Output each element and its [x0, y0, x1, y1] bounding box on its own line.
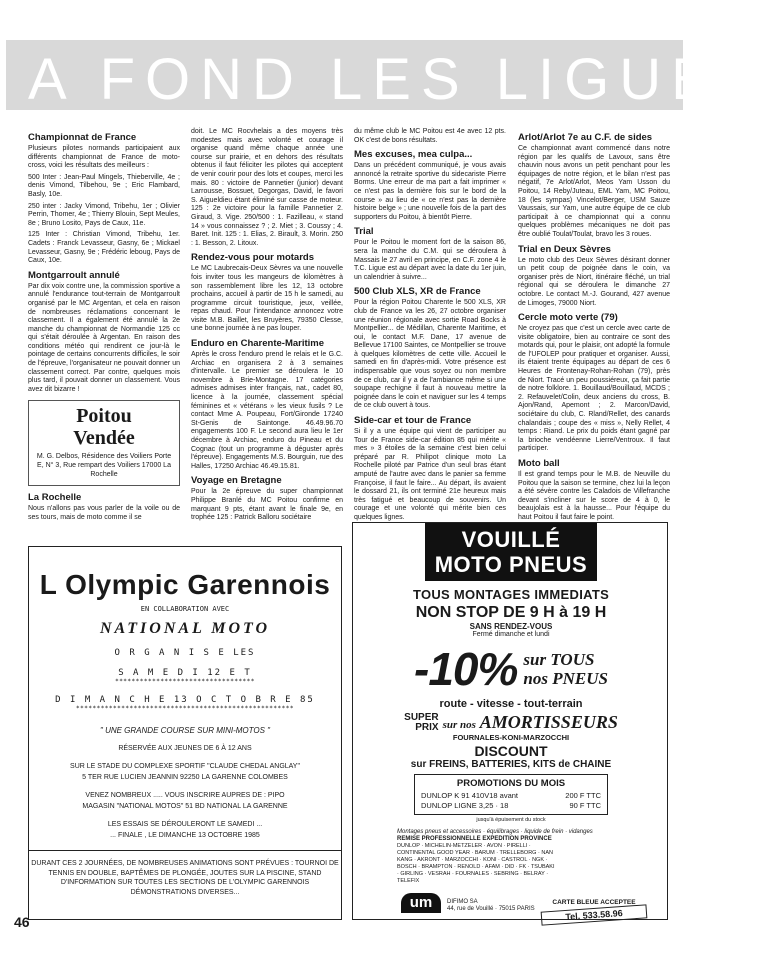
- carte-bleue-box: [541, 899, 647, 922]
- ad-line: CARTE BLEUE ACCEPTEE: [552, 899, 636, 906]
- ad-stars: **********************************: [115, 678, 255, 685]
- logo-line: VOUILLÉ: [461, 527, 561, 552]
- paragraph: Si il y a une équipe qui vient de participer au Tour de France side-car édition 85 qui mérite « mes » 3 étoiles de la semaine c'est bien celui préparé par R. Philipot clinique moto La Rochelle piloté par Patrice d'un seul bras étant amputé de l'autre avec dans le panier sa femme Françoise, il faut le faire... Au départ, ils avaient le dossard 21, ils ont terminé 21e heureux mais très fatigué et beaucoup de souvenirs. Un courage et une volonté qui mérite bien ces quelques lignes.: [354, 428, 506, 521]
- ad-line: Fermé dimanche et lundi: [472, 631, 550, 638]
- promo-row: [421, 791, 601, 801]
- paragraph: Pour le Poitou le moment fort de la saison 86, sera la manche du C.M. qui se déroulera à Massais le 27 avril en principe, en C.F. zone 4 le T.C. Ligue est au départ avec la date du 1er juin, un calendrier à suivre...: [354, 239, 506, 281]
- paragraph: Dans un précédent communiqué, je vous avais annoncé la retraite sportive du sidecariste Pierre Borms. Une erreur de ma part a fait imprimer « ce n'est pas la dernière fois sur le bord de la course » au lieu de « ce n'est pas la dernière histoire belge » ; une nouvelle fois de la part des supporters du Poitou, à bientôt Pierre.: [354, 162, 506, 221]
- ad-line: 44, rue de Vouillé · 75015 PARIS: [447, 906, 535, 912]
- ad-line: VENEZ NOMBREUX ..... VOUS INSCRIRE AUPRES DE : PIPO: [85, 792, 285, 799]
- discount-percent: -10%: [414, 643, 518, 695]
- column-3: [354, 128, 506, 548]
- ad-line: SUPER: [404, 711, 439, 723]
- article-columns: [28, 128, 668, 548]
- discount-line: [353, 642, 669, 696]
- column-4: [518, 128, 670, 548]
- box-address: M. G. Delbos, Résidence des Voiliers Porte E, N° 3, Rue rempart des Voiliers 17000 La Rochelle: [36, 453, 172, 478]
- ad-line: 5 TER RUE LUCIEN JEANNIN 92250 LA GARENNE COLOMBES: [82, 774, 288, 781]
- paragraph: Il est grand temps pour le M.B. de Neuville du Poitou que la saison se termine, chez lui la leçon a été sévère contre les Caladois de Villefranche devant s'incliner sur le score de 4 à 0, le beaujolais est à la hausse... Pour l'équipe du haut Poitou il faut faire le point.: [518, 471, 670, 521]
- heading-trial: Trial: [354, 226, 374, 238]
- paragraph: Par dix voix contre une, la commission sportive a annulé l'endurance tout-terrain de Montgarroult organisé par le MC Argentan, et cela en raison de nombreuses réclamations concernant le classement. Il a également été annulé la 2e manche du championnat de Normandie 125 cc qui s'était déroulée à Argentan. En raison des conditions météo qui rendirent ce jour-là le pointage de certains concurrents difficiles, le soir de l'épreuve, l'organisateur ne pouvait donner un classement correct. Par contre, quelques mois plus tard, il pouvait donner un classement. Vous avez dit bizarre !: [28, 282, 180, 393]
- paragraph: Le MC Laubrecais-Deux Sèvres va une nouvelle fois inviter tous les mangeurs de kilomètres à son rassemblement libre les 12, 13 octobre prochains, accueil à partir de 15 h le samedi, au programme circuit touristique, jeux, veillée, repas chaud. Pour l'intendance annoncez votre visite M.B. Baillet, les Bruyères, 79350 Clesse, une bonne journée à ne pas louper.: [191, 265, 343, 333]
- ad-club-name: L Olympic Garennois: [39, 569, 331, 600]
- heading-500-club: 500 Club XLS, XR de France: [354, 286, 481, 298]
- ad-line: SUR LE STADE DU COMPLEXE SPORTIF "CLAUDE CHEDAL ANGLAY": [70, 763, 300, 770]
- paragraph: Après le cross l'enduro prend le relais et le G.C. Archiac en organisera 2 à 3 semaines d'intervalle. Le premier se déroulera le 10 novembre à Brie-Montagne. 17 catégories admises admises inter français, nat., cadet 80, licence à la journée, classement spécial féminines et « vétérans » les vieux fusils ? Le contact Mme A. Poupeau, Fort/Gironde 17240 St-Genis de Saintonge. 46.49.96.70 engagements 100 F. Le second aura lieu le 1er décembre à Archiac, enduro du Pineau et du Cognac (tout un programme à déguster après l'épreuve). Engagements M.S. Bourguin, rue des Halles, 17250 Archiac 46.49.15.81.: [191, 351, 343, 470]
- promo-item: DUNLOP LIGNE 3,25 · 18: [421, 801, 509, 810]
- paragraph: Le moto club des Deux Sèvres désirant donner un petit coup de poignée dans le coin, va organiser près de Niort, itinéraire fléché, un trial régional qui se déroulera le dimanche 27 octobre. Le contact M.-J. Gourand, 427 avenue de Limoges, 79000 Niort.: [518, 256, 670, 307]
- promo-item: DUNLOP K 91 410V18 avant: [421, 791, 519, 800]
- promotions-box: [414, 774, 608, 815]
- heading-excuses: Mes excuses, mea culpa...: [354, 149, 473, 161]
- ad-line: D I M A N C H E 13 O C T O B R E 85: [55, 695, 315, 705]
- promo-price: 90 F TTC: [569, 801, 601, 810]
- heading-voyage: Voyage en Bretagne: [191, 475, 282, 487]
- super-prix: [404, 713, 438, 733]
- promo-price: 200 F TTC: [565, 791, 601, 800]
- amortisseurs: [443, 712, 618, 733]
- ad-line: Montages pneus et accessoires · équilibrages · liquide de frein · vidanges: [397, 829, 593, 835]
- ad-line: DISCOUNT: [474, 743, 548, 759]
- ad-line: ... FINALE , LE DIMANCHE 13 OCTOBRE 1985: [110, 832, 260, 839]
- ad-line: O R G A N I S E LES: [114, 648, 256, 658]
- paragraph: Plusieurs pilotes normands participaient aux différents championnat de France de moto-cross, voici les résultats des meilleurs :: [28, 145, 180, 170]
- ad-line: DIFIMO SA: [447, 899, 478, 905]
- ad-line: AMORTISSEURS: [479, 712, 618, 732]
- paragraph: du même club le MC Poitou est 4e avec 12 pts. OK c'est de bons résultats.: [354, 128, 506, 144]
- paragraph: Nous n'allons pas vous parler de la voile ou de ses tours, mais de moto comme il se: [28, 505, 180, 522]
- ad-line: nos PNEUS: [523, 669, 608, 688]
- heading-moto-ball: Moto ball: [518, 458, 560, 469]
- difimo-block: [401, 893, 535, 913]
- heading-montgarroult: Montgarroult annulé: [28, 269, 120, 281]
- logo-line: MOTO PNEUS: [434, 552, 588, 577]
- section-banner: [6, 40, 769, 112]
- ad-line: sur TOUS: [523, 650, 595, 669]
- paragraph: doit. Le MC Rocvhelais a des moyens très modestes mais avec volonté et courage il organise quand même chaque année une course sur prairie, et en dehors des résultats obtenus il faut féliciter les pilotes qui acceptent de venir courir pour des lots et coupes, merci les mais. 80 : victoire de Pannetier (junior) devant Larrousse, Bossuet, Degorgas, David, le favori S. Aigueldieu étant éliminé sur casse de moteur. 125 : 2e victoire pour la famille Pannetier 2. Giraud, 3. Vige. 250/500 : 1. Fazilleau, « stand 14 » vous connaissez ? ; 2. Miet ; 3. Coussy ; 4. Baret. Init. 125 : 1. Elias, 2. Birault, 3. Morin. 250 : 1. Besson, 2. Litoux.: [191, 128, 343, 247]
- paragraph: Pour la 2e épreuve du super championnat Philippe Branlé du MC Poitou confirme en marquant 9 pts, étant avant le finale 9e, en trophée 125 : Patrick Balloru sociétaire: [191, 488, 343, 522]
- promo-title: PROMOTIONS DU MOIS: [456, 778, 566, 789]
- paragraph: 250 inter : Jacky Vimond, Tribehu, 1er ; Olivier Perrin, Thomer, 4e ; Thierry Blouin, Sept Meules, 8e ; Bruno Losito, Pays de Caux, 11e.: [28, 202, 180, 227]
- ad-line: NON STOP DE 9 H à 19 H: [415, 604, 607, 621]
- ad-animations: DURANT CES 2 JOURNÉES, DE NOMBREUSES ANIMATIONS SONT PRÉVUES : TOURNOI DE TENNIS EN DOUBLE, BAPTÊMES DE PLONGÉE, JOUTES SUR LA PISCINE, STAND D'INFORMATION SUR TOUTES LES SECTIONS DE L'OLYMPIC GARENNOIS DÉMONSTRATIONS DIVERSES...: [29, 850, 341, 897]
- page-number: 46: [14, 914, 30, 930]
- brands-list: DUNLOP · MICHELIN·METZELER · AVON · PIRELLI · CONTINENTAL GOOD YEAR · BARUM · TRELLEBORG · NAN KANG · AKRONT · MARZOCCHI · KONI · CASTROL · NGK · BOSCH · BRAMPTON · RENOLD · AFAM · DID · FK · TSUBAKI · GIRLING · VESRAH · FOURNALES · SEBRING · BELRAY · TELEFIX: [397, 843, 555, 884]
- ad-stars: *****************************************************: [76, 705, 294, 712]
- paragraph: 500 Inter : Jean-Paul Mingels, Thieberville, 4e ; denis Vimond, Tilbehou, 9e ; Eric Flambard, Basly, 10e.: [28, 173, 180, 198]
- ad-line: EN COLLABORATION AVEC: [140, 605, 230, 613]
- phone-number: Tel. 533.58.96: [541, 904, 648, 925]
- box-title: Poitou: [76, 405, 132, 428]
- ad-line: TOUS MONTAGES IMMEDIATS: [412, 587, 610, 602]
- ad-line: LES ESSAIS SE DÉROULERONT LE SAMEDI ...: [107, 821, 263, 828]
- super-prix-line: [353, 712, 669, 733]
- heading-trial-deux-sevres: Trial en Deux Sèvres: [518, 243, 611, 255]
- ad-line: jusqu'à épuisement du stock: [476, 817, 546, 823]
- ad-line: sur FREINS, BATTERIES, KITS de CHAINE: [410, 759, 612, 770]
- poitou-vendee-box: [28, 400, 180, 486]
- national-moto-logo: NATIONAL MOTO: [99, 620, 271, 637]
- paragraph: Ce championnat avant commencé dans notre région par les qualifs de Lavoux, sans être chauvin nous avons un petit penchant pour les équipages de notre région, et le bilan n'est pas négatif, 7e Arlot/Arlot, Meos Yam Usson du Poitou, 14 Reby/Juteau, EML Yam, MC Poitou, 18 (les sympas) Vincelot/Berger, USM Sauze Vaussais, sur Yam, une autre équipe de ce club participait à ce championnat qui a connu quelques problèmes mécaniques ne doit pas être oublié Toulat/Toulat, bravo les 3 roues.: [518, 145, 670, 238]
- difimo-address: [447, 899, 535, 913]
- paragraph: Pour la région Poitou Charente le 500 XLS, XR club de France va les 26, 27 octobre organiser une réunion régionale avec sortie Road Bocks à Montpellier... de Médillan, Charente Maritime, et oui, le contact M.F. Dane, 17 avenue de Bellevue 17100 Saintes, ce Montpellier se trouve à quelques kilomètres de cette ville. Accueil le samedi en fin d'après-midi. Votre présence est indispensable que vous soyez ou non membre de ce club, car il y a de l'ambiance même si une soupape rechigne il faut à nouveau mettre la poignée dans le coin et naviguer sur les 4 temps de ce club ouvert à tous.: [354, 299, 506, 410]
- heading-arlot: Arlot/Arlot 7e au C.F. de sides: [518, 132, 653, 143]
- heading-enduro: Enduro en Charente-Maritime: [191, 338, 325, 350]
- vouille-moto-pneus-ad: [352, 522, 668, 920]
- olympic-garennois-ad: [28, 546, 342, 920]
- ad-line: SANS RENDEZ-VOUS: [469, 622, 553, 631]
- column-2: [191, 128, 343, 548]
- box-title: Vendée: [73, 427, 135, 450]
- discount-target: [523, 650, 608, 688]
- ad-quote: " UNE GRANDE COURSE SUR MINI-MOTOS ": [100, 726, 270, 735]
- ad-body: [353, 587, 669, 885]
- ad-line: MAGASIN "NATIONAL MOTOS" 51 BD NATIONAL LA GARENNE: [82, 803, 288, 810]
- promo-row: [421, 801, 601, 811]
- vouille-logo: [425, 523, 597, 581]
- ad-line: S A M E D I 12 E T: [118, 668, 252, 678]
- ad-line: RÉSERVÉE AUX JEUNES DE 6 À 12 ANS: [118, 745, 252, 752]
- um-logo: um: [401, 893, 441, 913]
- ad-line: sur nos: [442, 719, 476, 731]
- brands-block: [353, 829, 669, 885]
- ad-line: route - vitesse - tout-terrain: [439, 698, 583, 710]
- ad-line: PRIX: [415, 721, 439, 733]
- paragraph: Ne croyez pas que c'est un cercle avec carte de visite obligatoire, bien au contraire ce sont des motards qui, pour le plaisir, ont adopté la formule de l'UFOLEP pour pratiquer et organiser. Aussi, ils étaient trente équipages au départ de ces 6 Heures de Frontenay-Rohan-Rohan (79), près de Niort. Tracé un peu poussiéreux, ça fait partie de notre folklore. 1. Bouillaud/Bouillaud, MCDS ; 2. Refauvelet/Colin, deux anciens du cross, B. Ajon/Rand, Apemont ; 2. Marcon/David, sociétaire du club, C. Rland/Rellet, des canards chalandais ; coupe des « miss », Nelly Rellet, 4 temps : Riand. Le prix du poids étant gagné par la brioche vendéenne Lierre/Ventroux. Il faut participer.: [518, 325, 670, 453]
- paragraph: 125 Inter : Christian Vimond, Tribehu, 1er. Cadets : Franck Levasseur, Gasny, 6e ; Mickael Levasseur, Gasny, 9e ; Frédéric leboug, Pays de Caux, 10e.: [28, 231, 180, 265]
- ad-line: FOURNALES-KONI-MARZOCCHI: [452, 733, 570, 742]
- heading-la-rochelle: La Rochelle: [28, 492, 82, 504]
- heading-championnat: Championnat de France: [28, 132, 137, 143]
- heading-rendez-vous: Rendez-vous pour motards: [191, 252, 314, 264]
- heading-side-car: Side-car et tour de France: [354, 415, 472, 427]
- heading-cercle-moto: Cercle moto verte (79): [518, 312, 618, 324]
- banner-title: A FOND LES LIGUES: [28, 47, 769, 112]
- ad-line: REMISE PROFESSIONNELLE EXPEDITION PROVINCE: [397, 836, 552, 842]
- column-1: [28, 128, 180, 548]
